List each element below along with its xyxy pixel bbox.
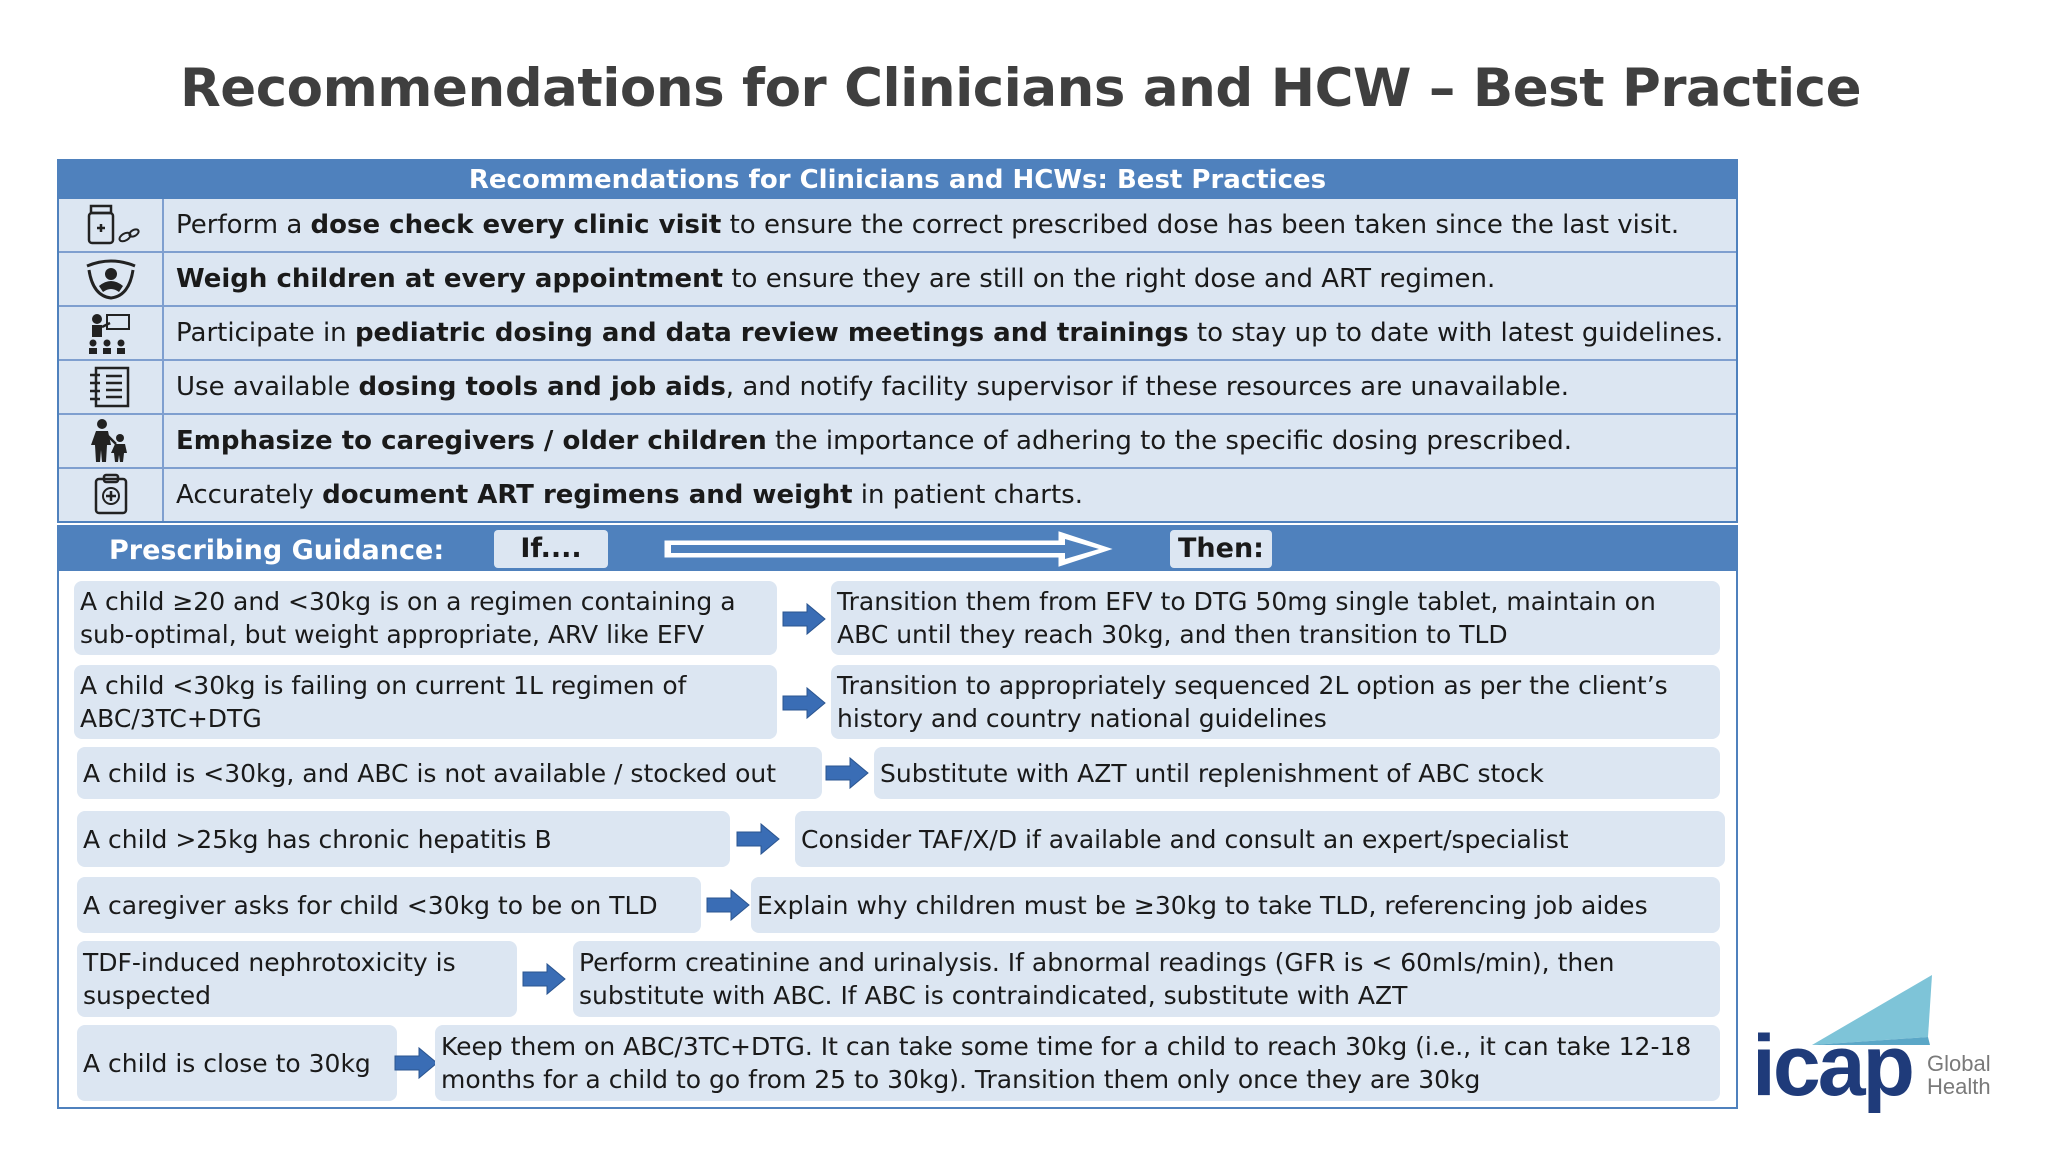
best-practice-text: Use available dosing tools and job aids, and notify facility supervisor if these resources are unavailable.	[176, 372, 1570, 402]
arrow-right-icon	[824, 755, 870, 791]
then-action: Transition to appropriately sequenced 2L option as per the client’s history and country national guidelines	[831, 665, 1720, 739]
prescribing-guidance-title: Prescribing Guidance:	[109, 535, 445, 566]
best-practice-text: Perform a dose check every clinic visit to ensure the correct prescribed dose has been taken since the last visit.	[176, 210, 1680, 240]
best-practice-text: Weigh children at every appointment to ensure they are still on the right dose and ART regimen.	[176, 264, 1496, 294]
best-practice-text: Emphasize to caregivers / older children the importance of adhering to the specific dosing prescribed.	[176, 426, 1572, 456]
if-label: If....	[494, 530, 608, 568]
if-condition: A child ≥20 and <30kg is on a regimen containing a sub-optimal, but weight appropriate, ARV like EFV	[74, 581, 777, 655]
if-condition: A child >25kg has chronic hepatitis B	[77, 811, 730, 867]
then-action: Substitute with AZT until replenishment of ABC stock	[874, 747, 1720, 799]
then-label: Then:	[1170, 530, 1272, 568]
slide-title: Recommendations for Clinicians and HCW – Best Practice	[180, 58, 1862, 119]
if-condition: A child <30kg is failing on current 1L regimen of ABC/3TC+DTG	[74, 665, 777, 739]
best-practice-text: Accurately document ART regimens and weight in patient charts.	[176, 480, 1083, 510]
prescribing-guidance-panel	[57, 525, 1738, 1109]
arrow-right-icon	[521, 961, 567, 997]
then-action: Perform creatinine and urinalysis. If abnormal readings (GFR is < 60mls/min), then substitute with ABC. If ABC is contraindicated, substitute with AZT	[573, 941, 1720, 1017]
table-row	[59, 359, 1736, 413]
baby-scale-icon	[59, 253, 164, 305]
logo-tagline-1: Global	[1927, 1051, 1991, 1076]
training-meeting-icon	[59, 307, 164, 359]
arrow-right-icon	[393, 1045, 439, 1081]
if-condition: A child is <30kg, and ABC is not available / stocked out	[77, 747, 822, 799]
logo-tagline-2: Health	[1927, 1074, 1991, 1099]
then-action: Explain why children must be ≥30kg to take TLD, referencing job aides	[751, 877, 1720, 933]
if-then-arrow-icon	[659, 529, 1119, 569]
logo-wordmark: icap	[1752, 1018, 1913, 1114]
then-action: Transition them from EFV to DTG 50mg single tablet, maintain on ABC until they reach 30kg, and then transition to TLD	[831, 581, 1720, 655]
best-practice-text: Participate in pediatric dosing and data review meetings and trainings to stay up to date with latest guidelines.	[176, 318, 1724, 348]
then-action: Consider TAF/X/D if available and consult an expert/specialist	[795, 811, 1725, 867]
arrow-right-icon	[781, 601, 827, 637]
best-practices-header: Recommendations for Clinicians and HCWs: Best Practices	[59, 161, 1736, 199]
table-row	[59, 251, 1736, 305]
then-action: Keep them on ABC/3TC+DTG. It can take some time for a child to reach 30kg (i.e., it can take 12-18 months for a child to go from 25 to 30kg). Transition them only once they are 30kg	[435, 1025, 1720, 1101]
arrow-right-icon	[735, 821, 781, 857]
if-condition: A child is close to 30kg	[77, 1025, 397, 1101]
best-practices-table	[57, 159, 1738, 523]
if-condition: A caregiver asks for child <30kg to be on TLD	[77, 877, 701, 933]
table-row	[59, 199, 1736, 251]
arrow-right-icon	[705, 887, 751, 923]
table-row	[59, 467, 1736, 521]
checklist-icon	[59, 361, 164, 413]
prescribing-guidance-header	[59, 527, 1736, 571]
table-row	[59, 305, 1736, 359]
icap-logo	[1752, 975, 2012, 1130]
arrow-right-icon	[781, 685, 827, 721]
table-row	[59, 413, 1736, 467]
medicine-bottle-icon	[59, 199, 164, 251]
if-condition: TDF-induced nephrotoxicity is suspected	[77, 941, 517, 1017]
caregiver-child-icon	[59, 415, 164, 467]
medical-clipboard-icon	[59, 469, 164, 521]
